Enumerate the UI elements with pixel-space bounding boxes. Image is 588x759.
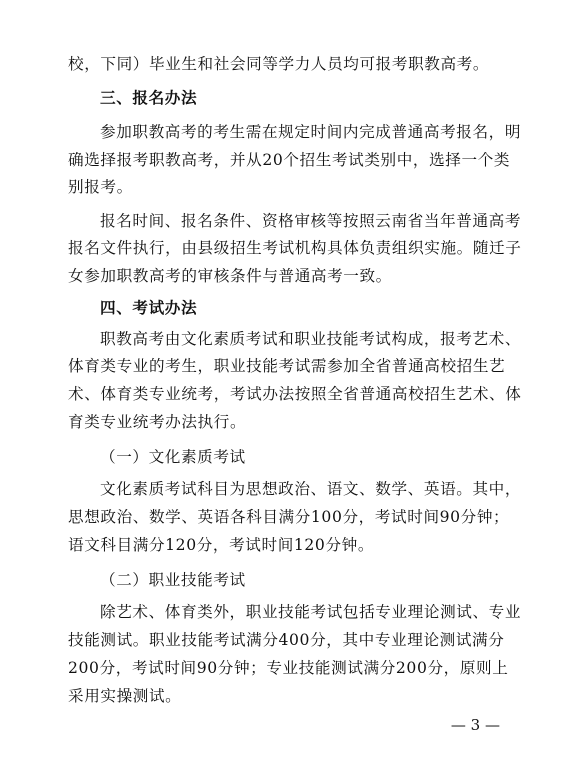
paragraph-line: 报名时间、报名条件、资格审核等按照云南省当年普通高考 — [100, 212, 522, 230]
section-heading: 四、考试办法 — [100, 298, 198, 317]
paragraph-line: 除艺术、体育类外，职业技能考试包括专业理论测试、专业 — [100, 603, 522, 621]
paragraph-line: 女参加职教高考的审核条件与普通高考一致。 — [68, 267, 392, 285]
paragraph-line: 采用实操测试。 — [68, 687, 182, 705]
paragraph-line: 确选择报考职教高考，并从20个招生考试类别中，选择一个类 — [68, 151, 511, 169]
paragraph-line: 文化素质考试科目为思想政治、语文、数学、英语。其中， — [100, 480, 522, 498]
paragraph-line: 报名文件执行，由县级招生考试机构具体负责组织实施。随迁子 — [68, 239, 522, 257]
paragraph-line: 育类专业统考办法执行。 — [68, 413, 247, 431]
paragraph-line: 思想政治、数学、英语各科目满分100分，考试时间90分钟； — [68, 508, 510, 526]
paragraph-line: （一）文化素质考试 — [100, 448, 246, 466]
paragraph-line: 术、体育类专业统考，考试办法按照全省普通高校招生艺术、体 — [68, 385, 522, 403]
paragraph-line: 参加职教高考的考生需在规定时间内完成普通高考报名，明 — [100, 123, 522, 141]
section-heading: 三、报名办法 — [100, 88, 198, 107]
paragraph-line: 体育类专业的考生，职业技能考试需参加全省普通高校招生艺 — [68, 357, 506, 375]
page-number: — 3 — — [450, 716, 500, 734]
paragraph-line: （二）职业技能考试 — [100, 571, 246, 589]
paragraph-line: 别报考。 — [68, 178, 133, 196]
paragraph-line: 200分，考试时间90分钟；专业技能测试满分200分，原则上 — [68, 659, 509, 677]
paragraph-line: 技能测试。职业技能考试满分400分，其中专业理论测试满分 — [68, 631, 505, 649]
paragraph-line: 语文科目满分120分，考试时间120分钟。 — [68, 536, 375, 554]
paragraph-line: 职教高考由文化素质考试和职业技能考试构成，报考艺术、 — [100, 330, 522, 348]
paragraph-line: 校，下同）毕业生和社会同等学力人员均可报考职教高考。 — [68, 55, 490, 73]
